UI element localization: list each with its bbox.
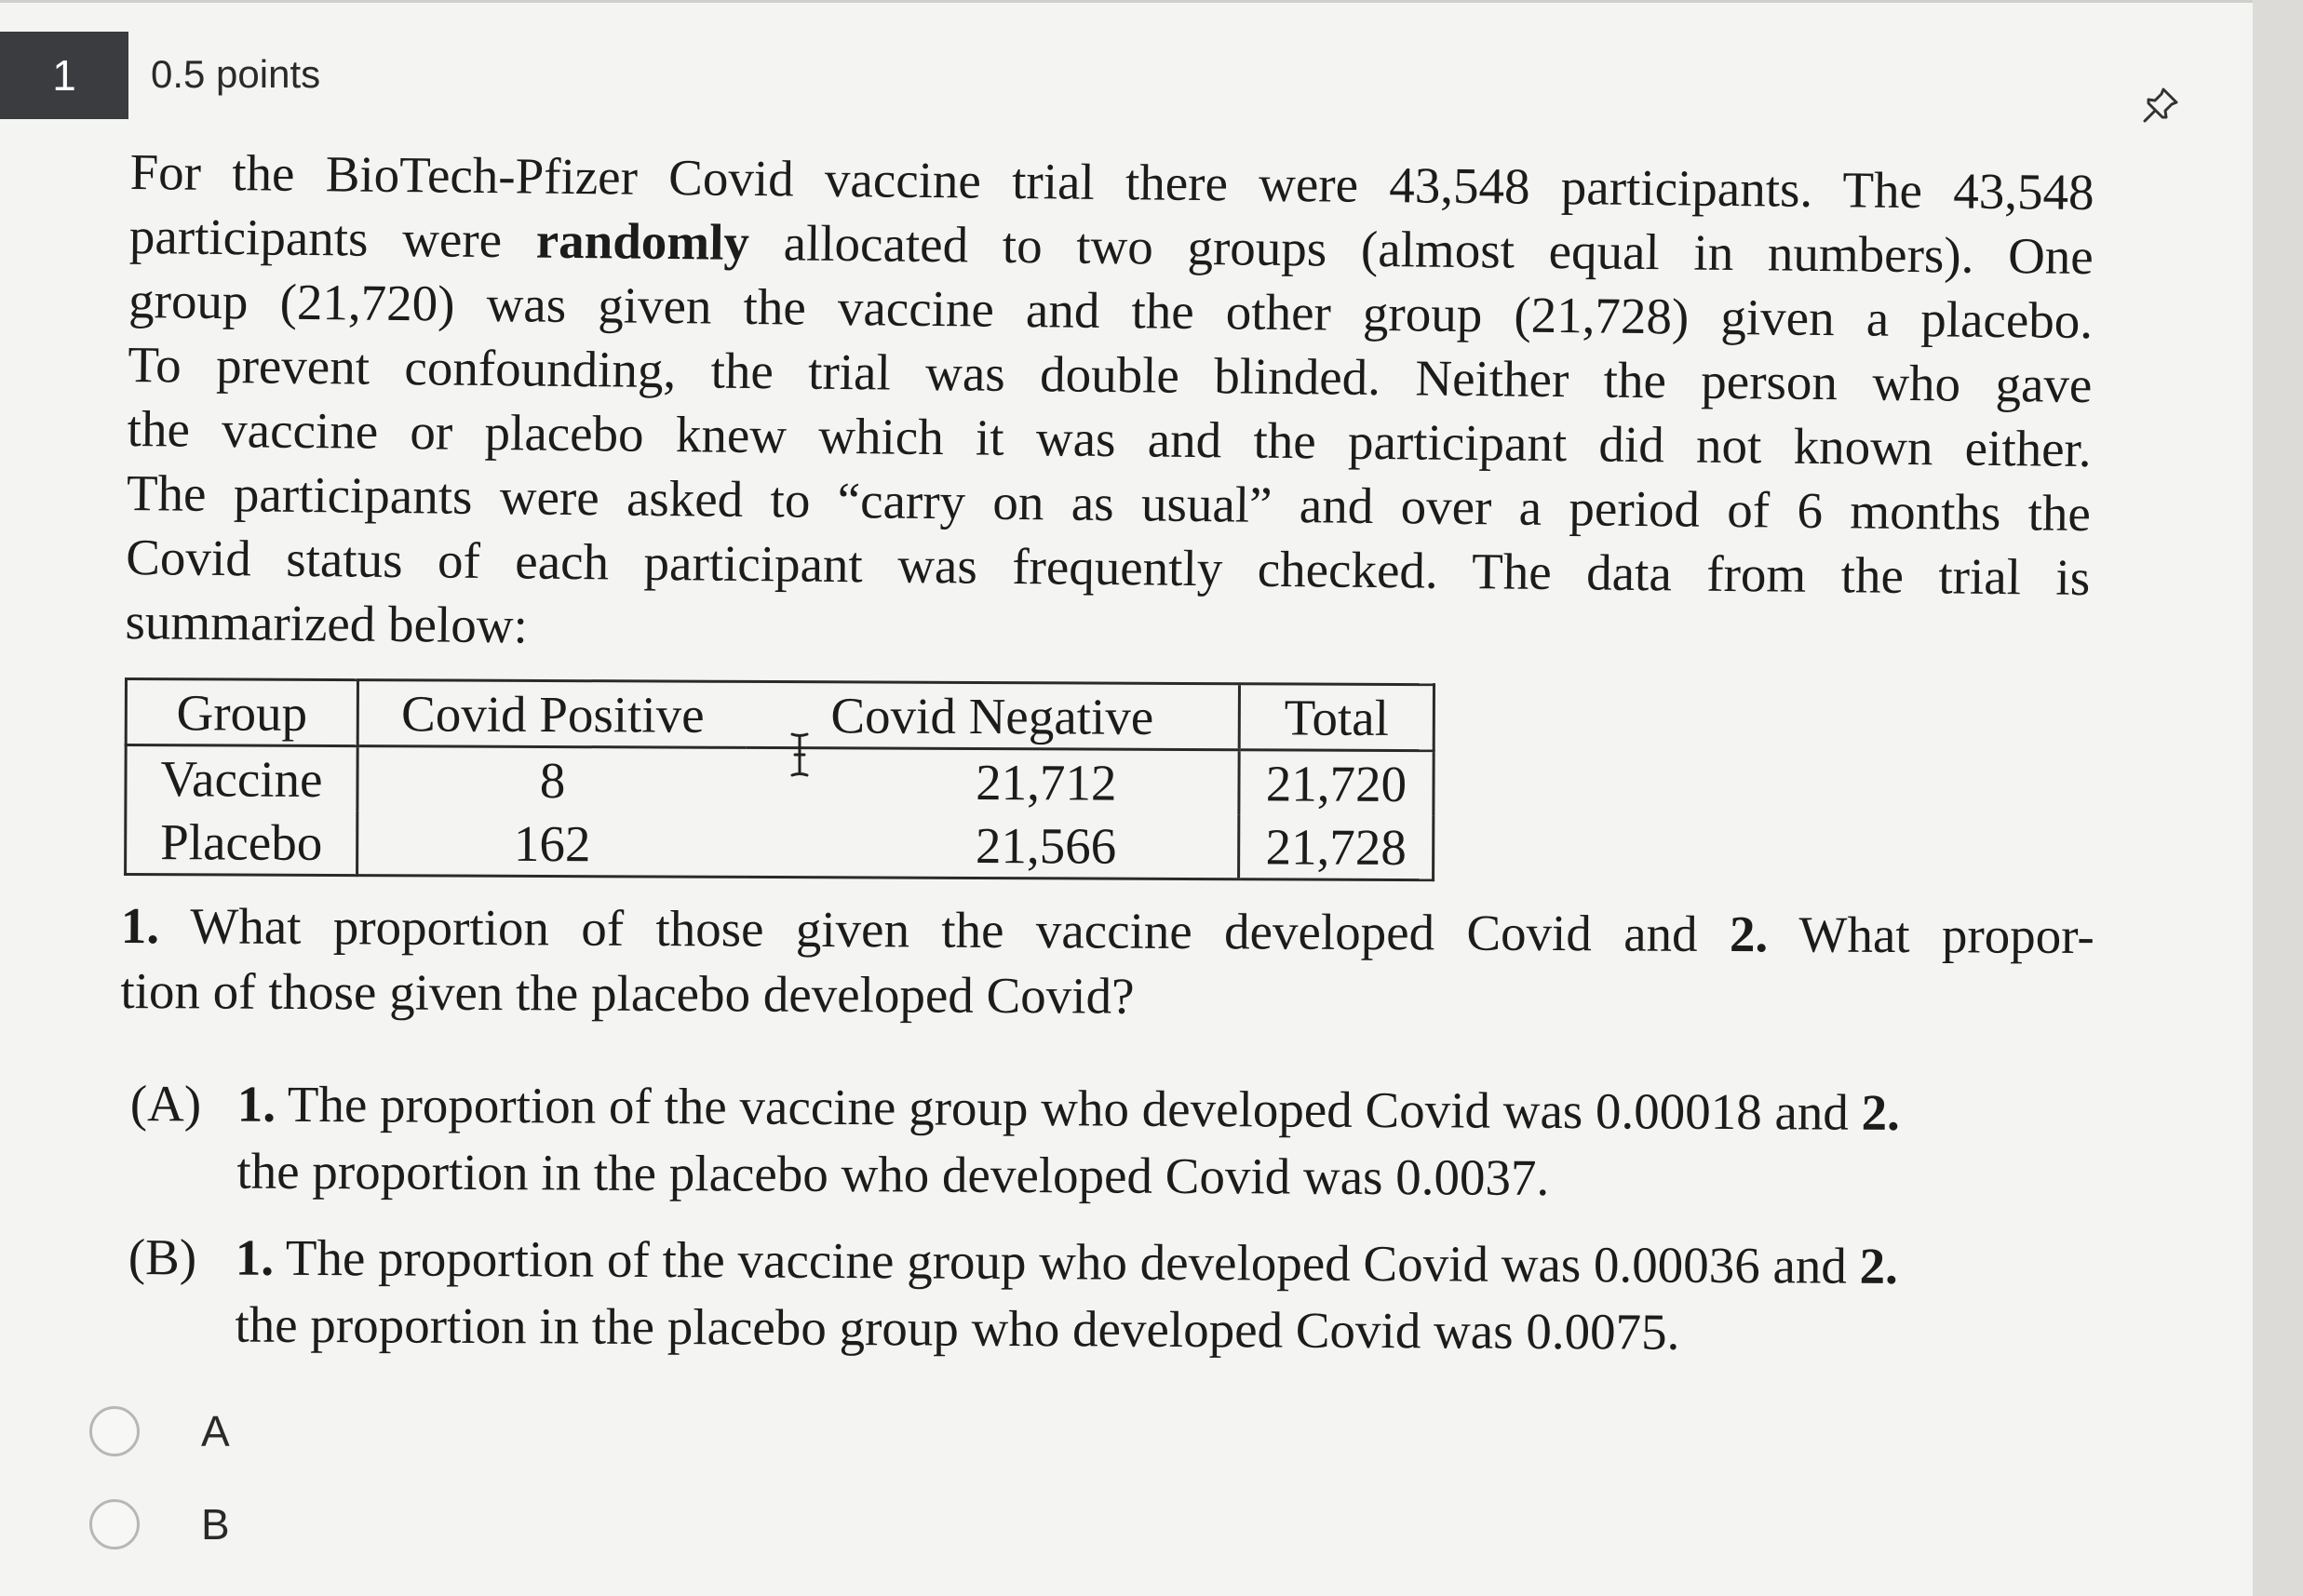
question-points: 0.5 points (151, 52, 321, 96)
table-cell: 21,712 (746, 747, 1239, 814)
question-text-line: participants were randomly allocated to two groups (almost equal in numbers). One (128, 207, 2094, 286)
question-prompt (120, 893, 2094, 1034)
option-line: 1. The proportion of the vaccine group who developed Covid was 0.00036 and 2. (235, 1228, 1899, 1294)
table-cell: 162 (357, 811, 747, 877)
divider (0, 0, 2253, 3)
table-header-cell: Total (1239, 684, 1434, 751)
radio-button-a[interactable] (89, 1406, 140, 1456)
text-cursor-icon (788, 731, 812, 778)
question-text-line: the vaccine or placebo knew which it was and the participant did not known either. (127, 399, 2092, 478)
question-text-line: Covid status of each participant was frequently checked. The data from the trial is (125, 528, 2091, 607)
table-cell: Vaccine (126, 745, 357, 811)
choice-label[interactable]: A (201, 1407, 230, 1455)
question-number-badge: 1 (0, 32, 128, 119)
question-text-line: group (21,720) was given the vaccine and the other group (21,728) given a placebo. (128, 271, 2094, 350)
table-row (126, 745, 1434, 816)
question-prompt-line: 1. What proportion of those given the vaccine developed Covid and 2. What propor- (120, 896, 2094, 965)
table-cell: Placebo (126, 810, 357, 876)
table-header-cell: Covid Positive (357, 680, 747, 748)
option-tag: (A) (129, 1074, 202, 1133)
question-text-line: To prevent confounding, the trial was double blinded. Neither the person who gave (128, 335, 2093, 414)
choice-a[interactable] (89, 1406, 230, 1456)
radio-button-b[interactable] (89, 1499, 140, 1549)
data-table (124, 677, 1435, 881)
question-text-line: For the BioTech-Pfizer Covid vaccine trial there were 43,548 participants. The 43,548 (129, 142, 2094, 221)
table-header-row (126, 679, 1434, 751)
scrollbar-track[interactable] (2253, 0, 2303, 1596)
option-line: 1. The proportion of the vaccine group who developed Covid was 0.00018 and 2. (236, 1075, 1901, 1141)
option-line: the proportion in the placebo who developed Covid was 0.0037. (236, 1142, 1550, 1206)
choice-b[interactable] (89, 1499, 230, 1549)
choice-label[interactable]: B (201, 1500, 230, 1549)
option-tag: (B) (128, 1227, 197, 1286)
table-cell: 21,720 (1239, 750, 1434, 815)
table-row (126, 810, 1434, 880)
table-header-cell: Group (126, 679, 357, 746)
table-cell: 21,566 (746, 812, 1239, 879)
table-cell: 21,728 (1239, 814, 1434, 879)
option-line: the proportion in the placebo group who developed Covid was 0.0075. (235, 1295, 1680, 1361)
question-text (125, 140, 2094, 674)
pin-icon[interactable] (2137, 84, 2182, 128)
question-text-line: The participants were asked to “carry on as usual” and over a period of 6 months the (126, 463, 2092, 543)
table-header-cell: Covid Negative (747, 681, 1240, 749)
question-prompt-line: tion of those given the placebo developed Covid? (120, 961, 1135, 1025)
emphasis-randomly: randomly (535, 211, 750, 271)
table-cell: 8 (357, 746, 747, 812)
question-text-line: summarized below: (125, 592, 529, 654)
